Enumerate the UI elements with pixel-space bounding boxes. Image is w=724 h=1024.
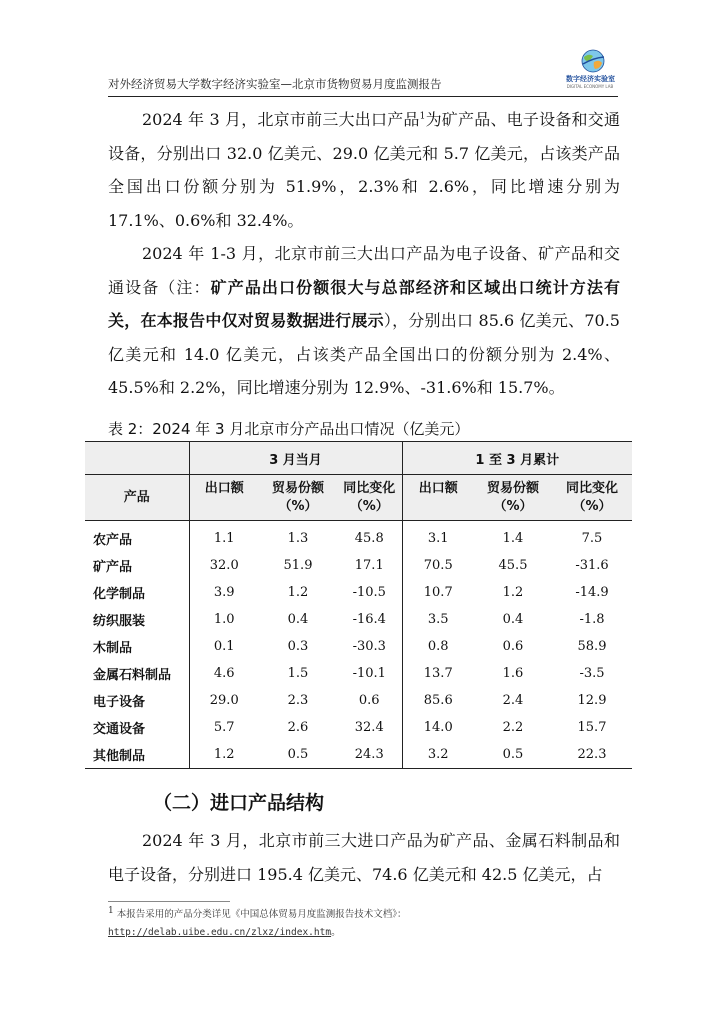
paragraph-text: ），分别出口 85.6 亿美元、70.5 亿美元和 14.0 亿美元，占该类产品全国出口的份额分别为 2.4%、45.5%和 2.2%，同比增速分别为 12.9%、-31.6%和 15.7%。 (108, 311, 620, 397)
cell-m-share: 0.5 (259, 741, 337, 769)
cell-c-exp: 0.8 (402, 633, 474, 660)
product-name: 金属石料制品 (93, 668, 172, 683)
cell-c-exp: 70.5 (402, 552, 474, 579)
cell-m-exp: 1.0 (189, 606, 259, 633)
cell-c-yoy: -14.9 (575, 585, 609, 600)
cell-m-yoy: 24.3 (337, 741, 402, 769)
cell-c-yoy: -3.5 (579, 666, 605, 681)
cell-c-yoy: 12.9 (577, 693, 607, 708)
product-name: 农产品 (93, 533, 133, 548)
table-row (85, 660, 632, 687)
cell-c-yoy: 15.7 (577, 720, 607, 735)
table-row (85, 741, 632, 769)
cell-m-exp: 5.7 (189, 714, 259, 741)
cell-c-exp: 85.6 (402, 687, 474, 714)
cell-c-yoy: -31.6 (575, 558, 609, 573)
product-name: 纺织服装 (93, 614, 146, 629)
cell-c-share: 1.2 (502, 585, 524, 600)
cell-c-exp: 3.5 (402, 606, 474, 633)
cell-m-exp: 32.0 (189, 552, 259, 579)
cell-m-share: 2.6 (287, 720, 309, 735)
paragraph-import-march (108, 824, 620, 891)
cell-c-yoy: 22.3 (552, 741, 632, 769)
footnote-mark: 1 (108, 905, 114, 916)
footnote-link[interactable]: http://delab.uibe.edu.cn/zlxz/index.htm (108, 927, 332, 938)
cell-m-yoy: -30.3 (352, 639, 386, 654)
cell-c-exp: 3.2 (402, 741, 474, 769)
cell-m-share: 2.3 (287, 693, 309, 708)
lab-logo (566, 48, 615, 92)
cell-m-yoy: 45.8 (354, 531, 384, 546)
cell-m-yoy: 32.4 (354, 720, 384, 735)
cell-c-share: 0.4 (502, 612, 524, 627)
product-name: 交通设备 (93, 722, 146, 737)
cell-m-share: 1.5 (287, 666, 309, 681)
cell-c-exp: 13.7 (402, 660, 474, 687)
footnote-ref[interactable]: 1 (419, 111, 426, 122)
header-product: 产品 (85, 475, 189, 521)
cell-m-exp: 1.1 (189, 521, 259, 553)
product-name: 矿产品 (93, 560, 133, 575)
product-name: 其他制品 (85, 741, 189, 769)
cell-c-exp: 3.1 (402, 521, 474, 553)
cell-c-share: 1.4 (502, 531, 524, 546)
header-blank (85, 442, 189, 475)
table-row (85, 687, 632, 714)
paragraph-text: 2024 年 3 月，北京市前三大出口产品 (142, 110, 420, 129)
cell-m-share: 1.2 (287, 585, 309, 600)
cell-c-share: 2.2 (502, 720, 524, 735)
cell-m-share: 0.4 (287, 612, 309, 627)
product-name: 木制品 (93, 641, 133, 656)
cell-m-share: 51.9 (283, 558, 313, 573)
product-name: 化学制品 (93, 587, 146, 602)
cell-c-yoy: 7.5 (581, 531, 603, 546)
cell-c-exp: 14.0 (402, 714, 474, 741)
header-cumulative: 1 至 3 月累计 (402, 442, 632, 475)
cell-m-yoy: 17.1 (354, 558, 384, 573)
cell-c-share: 0.6 (502, 639, 524, 654)
header-export: 出口额 (189, 475, 259, 521)
table-row (85, 521, 632, 553)
header-export: 出口额 (402, 475, 474, 521)
footnote: $^1$ 本报告采用的产品分类详见《中国总体贸易月度监测报告技术文档》： http://delab.uibe.edu.cn/zlxz/index.htm。 (108, 905, 407, 938)
cell-m-share: 1.3 (287, 531, 309, 546)
cell-c-yoy: 58.9 (577, 639, 607, 654)
table-row (85, 552, 632, 579)
header-month: 3 月当月 (189, 442, 402, 475)
cell-c-share: 2.4 (502, 693, 524, 708)
cell-m-yoy: -10.5 (352, 585, 386, 600)
table-column-header (85, 475, 632, 521)
cell-m-yoy: -10.1 (352, 666, 386, 681)
header-share: 贸易份额 （%） (259, 475, 337, 521)
paragraph-note-bold: 矿产品出口份额很大与总部经济和区域出口统计方法有关，在本报告中仅对贸易数据进行展示 (108, 277, 620, 330)
footnote-text: 本报告采用的产品分类详见《中国总体贸易月度监测报告技术文档》： (116, 909, 407, 920)
cell-c-share: 0.5 (474, 741, 552, 769)
page-header (108, 50, 618, 97)
cell-m-exp: 0.1 (189, 633, 259, 660)
section-title: （二）进口产品结构 (153, 792, 325, 814)
cell-c-share: 1.6 (502, 666, 524, 681)
cell-m-yoy: -16.4 (352, 612, 386, 627)
paragraph-export-q1 (108, 237, 620, 405)
cell-m-yoy: 0.6 (358, 693, 380, 708)
table-row (85, 606, 632, 633)
paragraph-text: 2024 年 3 月，北京市前三大进口产品为矿产品、金属石料制品和电子设备，分别进口 195.4 亿美元、74.6 亿美元和 42.5 亿美元，占 (108, 831, 620, 884)
cell-m-exp: 3.9 (189, 579, 259, 606)
paragraph-text: 为矿产品、电子设备和交通设备，分别出口 32.0 亿美元、29.0 亿美元和 5.7 亿美元，占该类产品全国出口份额分别为 51.9%，2.3%和 2.6%，同比增速分别为 17.1%、0.6%和 32.4%。 (108, 110, 620, 230)
cell-c-share: 45.5 (498, 558, 528, 573)
table-row (85, 633, 632, 660)
table-group-header (85, 442, 632, 475)
cell-m-share: 0.3 (287, 639, 309, 654)
paragraph-text: 2024 年 1-3 月，北京市前三大出口产品为电子设备、矿产品和交通设备（注： (108, 244, 620, 297)
paragraph-export-march (108, 103, 620, 237)
cell-c-yoy: -1.8 (579, 612, 605, 627)
cell-c-exp: 10.7 (402, 579, 474, 606)
table-row (85, 579, 632, 606)
table-row (85, 714, 632, 741)
header-share: 贸易份额 （%） (474, 475, 552, 521)
globe-icon (579, 48, 607, 74)
cell-m-exp: 1.2 (189, 741, 259, 769)
footnote-divider (108, 901, 230, 902)
header-title: 对外经济贸易大学数字经济实验室—北京市货物贸易月度监测报告 (108, 77, 442, 91)
header-yoy: 同比变化 （%） (552, 475, 632, 521)
cell-m-exp: 4.6 (189, 660, 259, 687)
export-table (85, 441, 632, 769)
cell-m-exp: 29.0 (189, 687, 259, 714)
table-caption: 表 2：2024 年 3 月北京市分产品出口情况（亿美元） (108, 420, 470, 438)
product-name: 电子设备 (93, 695, 146, 710)
logo-text: 数字经济实验室 (566, 75, 615, 83)
logo-subtext: DIGITAL ECONOMY LAB (566, 84, 614, 89)
header-yoy: 同比变化 （%） (337, 475, 402, 521)
